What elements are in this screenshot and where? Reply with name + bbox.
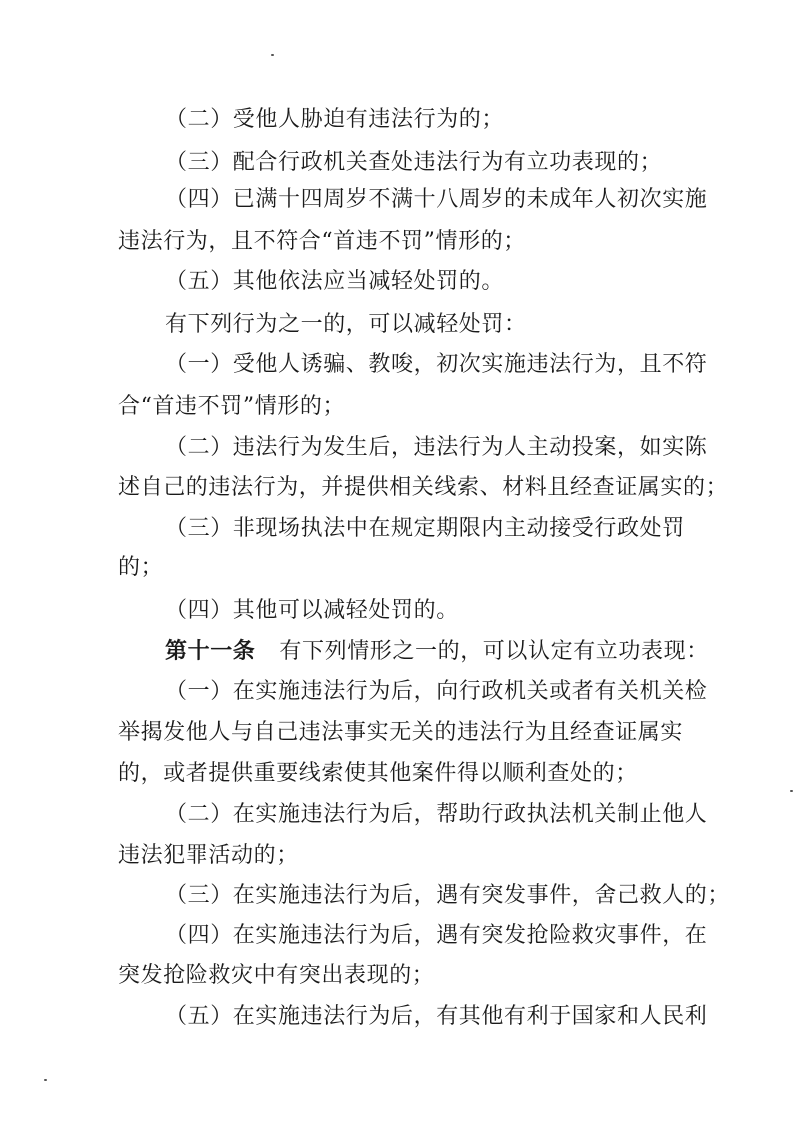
paragraph-line: （二）在实施违法行为后，帮助行政执法机关制止他人 — [165, 802, 708, 827]
paragraph-line: （一）受他人诱骗、教唆，初次实施违法行为，且不符 — [165, 352, 708, 377]
paragraph-line: （三）非现场执法中在规定期限内主动接受行政处罚 — [165, 516, 685, 541]
paragraph-line: （二）违法行为发生后，违法行为人主动投案，如实陈 — [165, 435, 708, 460]
paragraph-line: 有下列行为之一的，可以减轻处罚： — [165, 312, 527, 337]
paragraph-line: 合“首违不罚”情形的； — [118, 394, 346, 419]
scan-speck — [44, 1079, 47, 1081]
paragraph-line: （四）在实施违法行为后，遇有突发抢险救灾事件，在 — [165, 923, 708, 948]
paragraph-line: 述自己的违法行为，并提供相关线索、材料且经查证属实的； — [118, 475, 729, 500]
paragraph-line: 违法犯罪活动的； — [118, 843, 299, 868]
paragraph-line: 举揭发他人与自己违法事实无关的违法行为且经查证属实 — [118, 720, 684, 745]
article-text: 有下列情形之一的，可以认定有立功表现： — [279, 639, 709, 664]
paragraph-line: （五）其他依法应当减轻处罚的。 — [165, 269, 505, 294]
paragraph-line: （五）在实施违法行为后，有其他有利于国家和人民利 — [165, 1004, 708, 1029]
scan-speck — [271, 54, 274, 56]
paragraph-line: （一）在实施违法行为后，向行政机关或者有关机关检 — [165, 679, 708, 704]
paragraph-line: （三）配合行政机关查处违法行为有立功表现的； — [165, 150, 663, 175]
paragraph-line: （二）受他人胁迫有违法行为的； — [165, 107, 505, 132]
paragraph-line: （四）其他可以减轻处罚的。 — [165, 598, 459, 623]
paragraph-line: 的，或者提供重要线索使其他案件得以顺利查处的； — [118, 761, 638, 786]
article-line — [0, 637, 794, 666]
paragraph-line: （四）已满十四周岁不满十八周岁的未成年人初次实施 — [165, 187, 708, 212]
paragraph-line: 违法行为，且不符合“首违不罚”情形的； — [118, 229, 526, 254]
article-heading: 第十一条 — [165, 638, 256, 664]
paragraph-line: 突发抢险救灾中有突出表现的； — [118, 963, 435, 988]
paragraph-line: （三）在实施违法行为后，遇有突发事件，舍己救人的； — [165, 883, 731, 908]
paragraph-line: 的； — [118, 555, 164, 580]
scan-speck — [790, 790, 793, 792]
